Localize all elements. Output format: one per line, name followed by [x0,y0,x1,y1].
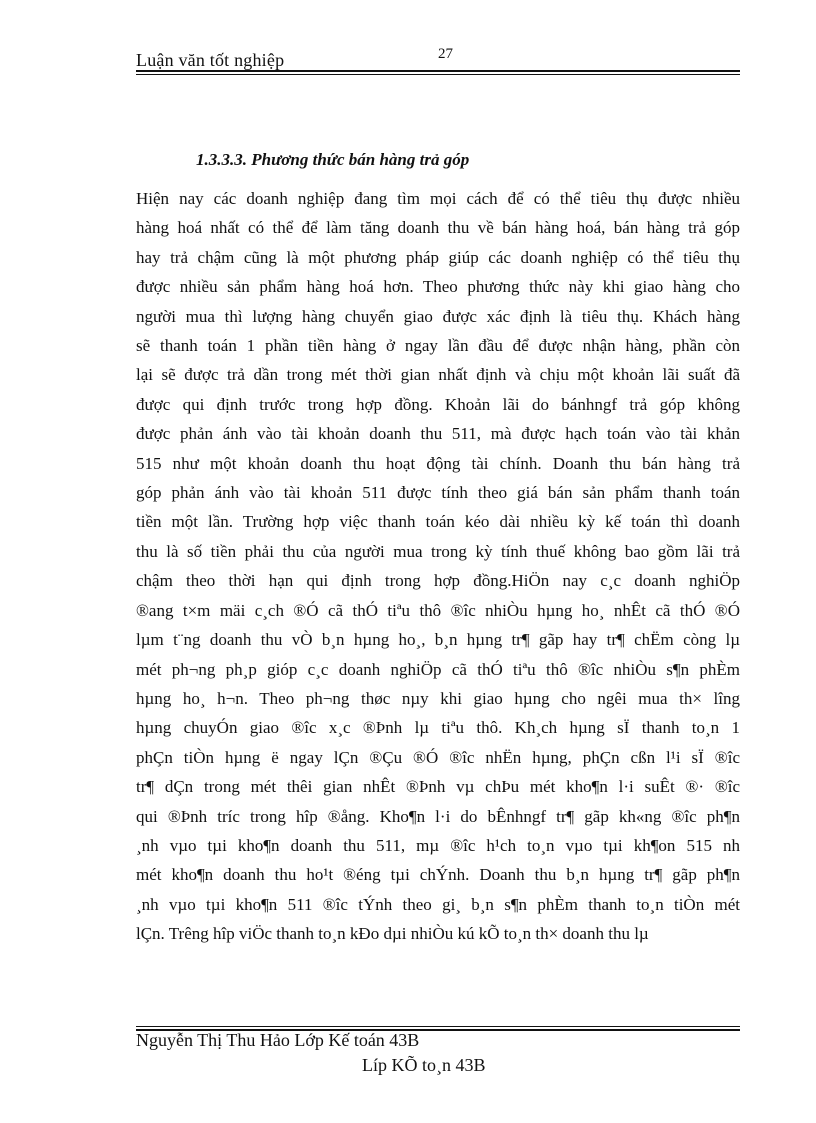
body-line: qui ®Þnh tríc trong hîp ®ång. Kho¶n l·i do bÊnhngf tr¶ gãp kh«ng ®îc ph¶n [136,806,740,826]
body-text [136,184,740,949]
body-line: sẽ thanh toán 1 phần tiền hàng ở ngay lần đầu để được nhận hàng, phần còn [136,336,740,356]
body-line: được nhiều sản phẩm hàng hoá hơn. Theo phương thức này khi giao hàng cho [136,277,740,297]
body-line: hàng hoá nhất có thể để làm tăng doanh thu về bán hàng hoá, bán hàng trả góp [136,218,740,238]
body-line: ¸nh vµo tµi kho¶n doanh thu 511, mµ ®îc h¹ch to¸n vµo tµi kh¶on 515 nh [136,835,740,855]
body-line: phÇn tiÒn hµng ë ngay lÇn ®Çu ®Ó ®îc nhËn hµng, phÇn cßn l¹i sÏ ®îc [136,747,740,767]
body-line: hµng ho¸ h¬n. Theo ph¬ng thøc nµy khi giao hµng cho ngêi mua th× lîng [136,688,740,708]
body-line: ®ang t×m mäi c¸ch ®Ó cã thÓ tiªu thô ®îc nhiÒu hµng ho¸ nhÊt cã thÓ ®Ó [136,600,740,620]
body-line: Hiện nay các doanh nghiệp đang tìm mọi cách để có thể tiêu thụ được nhiều [136,189,740,208]
body-line: được qui định trước trong hợp đồng. Khoản lãi do bánhngf trả góp không [136,394,740,414]
body-line: chậm theo thời hạn qui định trong hợp đồng.HiÖn nay c¸c doanh nghiÖp [136,571,740,591]
page-number: 27 [438,46,453,62]
body-line: tiền một lần. Trường hợp việc thanh toán kéo dài nhiều kỳ kế toán thì doanh [136,512,740,532]
body-line: người mua thì lượng hàng chuyển giao được xác định là tiêu thụ. Khách hàng [136,306,740,326]
body-line: góp phản ánh vào tài khoản 511 được tính theo giá bán sản phẩm thanh toán [136,483,740,503]
section-title: 1.3.3.3. Phương thức bán hàng trả góp [196,150,470,169]
body-line: 515 như một khoản doanh thu hoạt động tài chính. Doanh thu bán hàng trả [136,453,740,473]
footer-class: Líp KÕ to¸n 43B [362,1055,486,1075]
body-line: được phản ánh vào tài khoản doanh thu 511, mà được hạch toán vào tài khản [136,424,740,444]
body-line: tr¶ dÇn trong mét thêi gian nhÊt ®Þnh vµ chÞu mét kho¶n l·i suÊt ®· ®îc [136,777,740,797]
header-title: Luận văn tốt nghiệp [136,50,285,70]
body-line: hµng chuyÓn giao ®îc x¸c ®Þnh lµ tiªu thô. Kh¸ch hµng sÏ thanh to¸n 1 [136,718,740,738]
body-line: hay trả chậm cũng là một phương pháp giúp các doanh nghiệp có thể tiêu thụ [136,247,740,267]
header-rule-bottom [136,74,740,75]
header-rule-top [136,70,740,72]
footer-author: Nguyễn Thị Thu Hảo Lớp Kế toán 43B [136,1030,420,1050]
page-header [136,46,740,72]
body-line: thu là số tiền phải thu của người mua trong kỳ tính thuế không bao gồm lãi trả [136,541,740,561]
footer-rule-top [136,1026,740,1027]
body-line: lại sẽ được trả dần trong mét thời gian nhất định và chịu một khoản lãi suất đã [136,365,740,385]
body-line: lÇn. Trêng hîp viÖc thanh to¸n kÐo dµi nhiÒu kú kÕ to¸n th× doanh thu lµ [136,924,649,944]
body-line: mét kho¶n doanh thu ho¹t ®éng tµi chÝnh. Doanh thu b¸n hµng tr¶ gãp ph¶n [136,865,740,885]
body-line: lµm t¨ng doanh thu vÒ b¸n hµng ho¸, b¸n hµng tr¶ gãp hay tr¶ chËm còng lµ [136,630,740,650]
body-line: mét ph¬ng ph¸p gióp c¸c doanh nghiÖp cã thÓ tiªu thô ®îc nhiÒu s¶n phÈm [136,659,740,679]
body-line: ¸nh vµo tµi kho¶n 511 ®îc tÝnh theo gi¸ b¸n s¶n phÈm thanh to¸n tiÒn mét [136,894,740,914]
